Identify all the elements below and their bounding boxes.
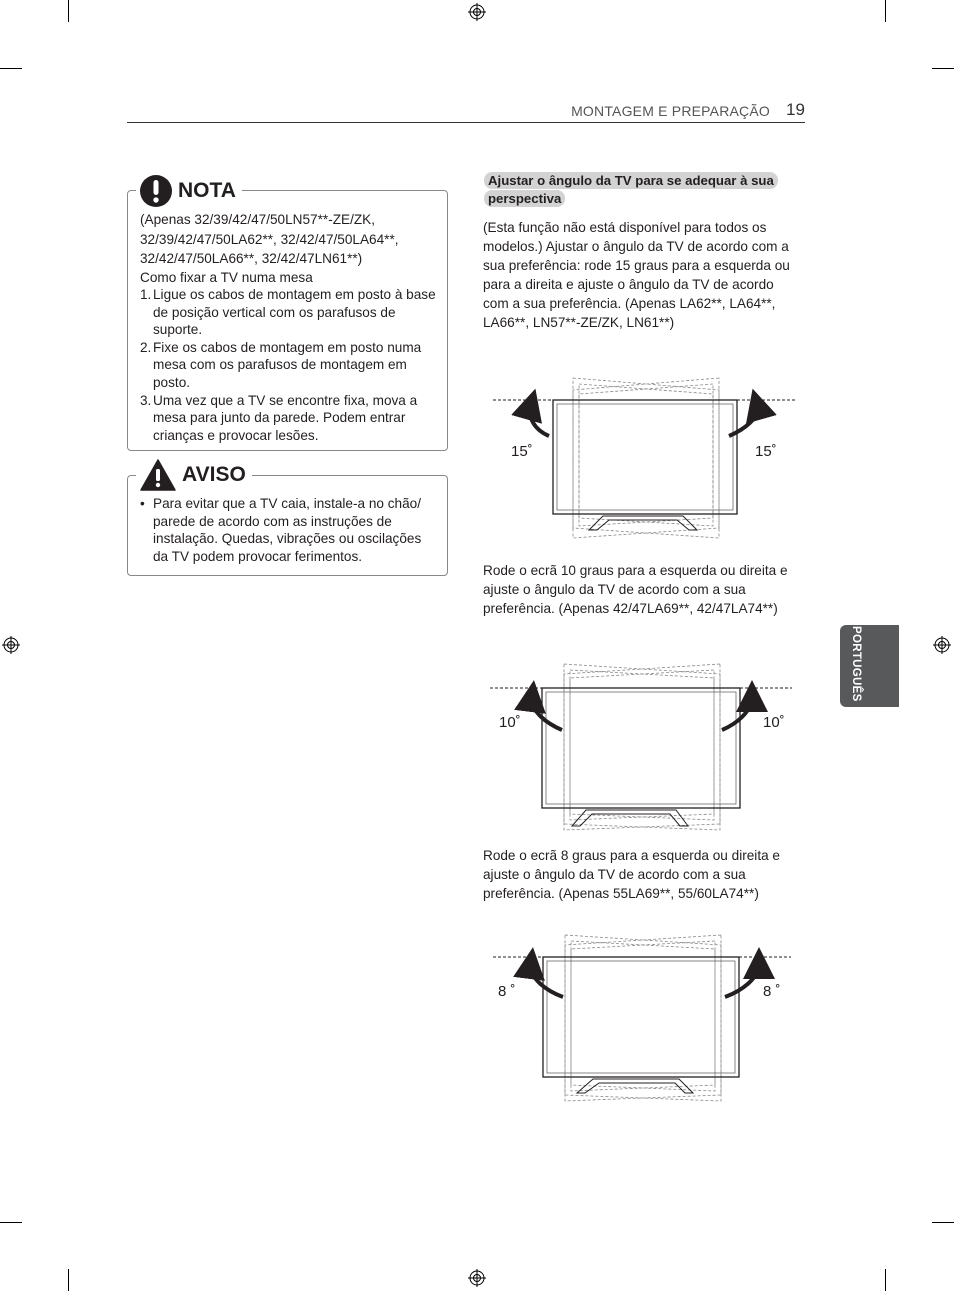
nota-heading: NOTA [178,179,236,202]
angle-label-left: 8 ˚ [498,983,516,1000]
page-number: 19 [786,100,805,119]
language-tab-label: PORTUGUÊS [850,626,862,702]
nota-models: (Apenas 32/39/42/47/50LN57**-ZE/ZK, 32/39/42/47/50LA62**, 32/42/47/50LA64**, 32/42/47/50LA66**, 32/42/47LN61**) [140,212,399,266]
exclamation-circle-icon [140,175,172,207]
list-item: 3. Uma vez que a TV se encontre fixa, mova a mesa para junto da parede. Podem entrar crianças e provocar lesões. [140,392,418,443]
adjust-paragraph-1: (Esta função não está disponível para todos os modelos.) Ajustar o ângulo da TV de acordo com a sua preferência: rode 15 graus para a esquerda ou para a direita e ajuste o ângulo da TV de acordo com a sua preferência. (Apenas LA62**, LA64**, LA66**, LN57**-ZE/ZK, LN61**) [483,220,790,330]
angle-label-left: 10˚ [499,714,521,731]
header-rule [127,122,805,123]
nota-title [136,175,242,207]
angle-label-right: 10˚ [763,714,785,731]
tv-rotation-diagram-8 [493,935,791,1101]
nota-content [140,210,442,444]
section-title: MONTAGEM E PREPARAÇÃO [571,103,770,119]
angle-label-left: 15˚ [511,443,533,460]
aviso-heading: AVISO [182,463,246,486]
registration-mark-left [2,636,20,654]
nota-steps [140,286,442,444]
list-item: • Para evitar que a TV caia, instale-a no chão/ parede de acordo com as instruções de instalação. Quedas, vibrações ou oscilações da TV podem provocar ferimentos. [140,496,422,564]
registration-mark-top [468,3,486,21]
angle-label-right: 8 ˚ [763,983,781,1000]
aviso-title [136,459,252,491]
angle-label-right: 15˚ [755,443,777,460]
registration-mark-right [933,636,951,654]
adjust-paragraph-2: Rode o ecrã 10 graus para a esquerda ou direita e ajuste o ângulo da TV de acordo com a sua preferência. (Apenas 42/47LA69**, 42/47LA74**) [483,563,788,616]
nota-intro: Como fixar a TV numa mesa [140,269,313,285]
tv-rotation-diagram-15 [493,378,797,538]
list-item: 2. Fixe os cabos de montagem em posto numa mesa com os parafusos de montagem em posto. [140,339,422,391]
aviso-content [140,495,440,565]
registration-mark-bottom [468,1269,486,1287]
adjust-paragraph-3: Rode o ecrã 8 graus para a esquerda ou direita e ajuste o ângulo da TV de acordo com a sua preferência. (Apenas 55LA69**, 55/60LA74**) [483,848,780,901]
warning-triangle-icon [140,459,176,491]
adjust-heading: Ajustar o ângulo da TV para se adequar à sua perspectiva [484,172,802,207]
list-item: 1. Ligue os cabos de montagem em posto à base de posição vertical com os parafusos de suporte. [140,287,436,338]
tv-rotation-diagram-10 [490,664,792,830]
